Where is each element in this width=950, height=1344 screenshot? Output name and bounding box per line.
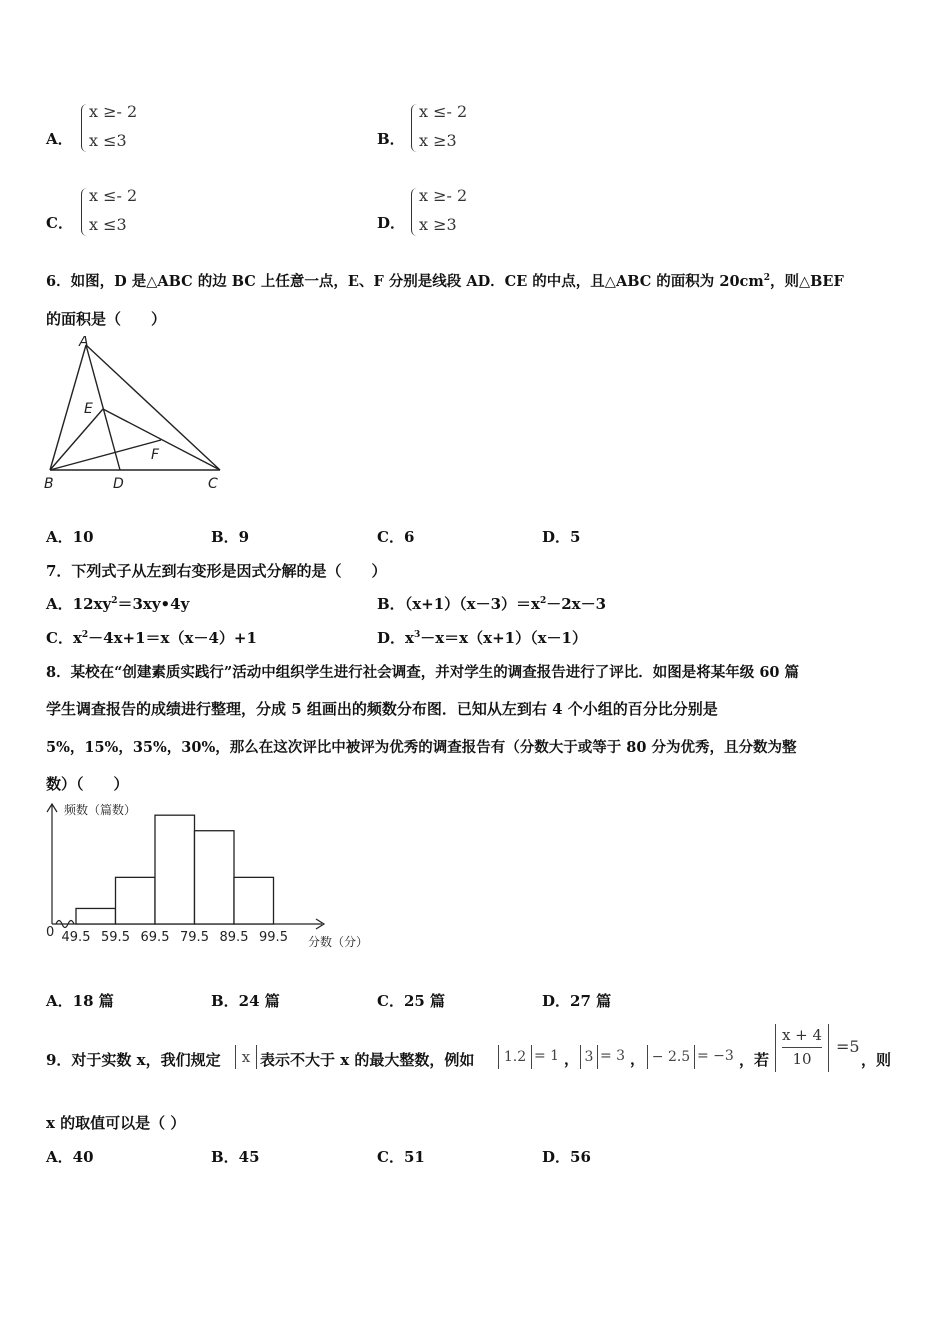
q7-option-d[interactable]: D．$x^3-x=x(x+1)(x-1)$ <box>377 629 587 647</box>
q9-text-part: 9．对于实数 x，我们规定 <box>46 1051 221 1069</box>
y-axis-label: 频数（篇数） <box>64 803 137 817</box>
q6-option-d[interactable]: D．5 <box>542 528 581 546</box>
inequality-line: x ≥3 <box>419 131 457 150</box>
equals-five: =5 <box>836 1037 860 1056</box>
edge-ab <box>50 345 86 470</box>
floor-example-1-result: = 1 <box>534 1048 560 1064</box>
option-label: C． <box>46 214 73 232</box>
option-label: D． <box>377 214 406 232</box>
q9-option-c[interactable]: C．51 <box>377 1148 425 1166</box>
q8-stem-line1: 8．某校在“创建素质实践行”活动中组织学生进行社会调查，并对学生的调查报告进行了评比．如图是将某年级 60 篇 <box>46 664 800 681</box>
segment-ec <box>103 409 220 470</box>
q9-option-d[interactable]: D．56 <box>542 1148 591 1166</box>
histogram-bar <box>195 831 235 924</box>
inequality-line: x ≤3 <box>89 131 127 150</box>
q9-text-part: ，则 <box>861 1051 892 1069</box>
triangle-figure <box>40 336 240 496</box>
inequality-line: x ≤3 <box>89 215 127 234</box>
label-b: B <box>44 476 54 492</box>
q8-option-b[interactable]: B．24 篇 <box>211 992 280 1010</box>
floor-example-2-result: = 3 <box>600 1048 626 1064</box>
label-e: E <box>84 401 93 417</box>
floor-bracket: x <box>235 1045 257 1069</box>
q7-option-c[interactable]: C．$x^2-4x+1=x(x-4)+1$ <box>46 629 257 647</box>
q9-text-part: 表示不大于 x 的最大整数，例如 <box>260 1051 475 1069</box>
x-tick-label: 49.5 <box>61 930 91 945</box>
floor-fraction <box>775 1024 829 1072</box>
origin-label: 0 <box>46 925 55 940</box>
q8-stem-line4: 数）（ ） <box>46 775 129 793</box>
option-label: A． <box>46 130 73 148</box>
histogram-bar <box>76 908 116 924</box>
label-c: C <box>208 476 218 492</box>
floor-example-3-result: = −3 <box>697 1048 734 1064</box>
fraction-denominator: 10 <box>792 1050 812 1068</box>
q7-option-a[interactable]: A．$12xy^2=3xy•4y$ <box>46 595 190 613</box>
floor-example-2: 3 <box>580 1045 598 1069</box>
q7-stem: 7．下列式子从左到右变形是因式分解的是（ ） <box>46 562 387 580</box>
q9-stem-line2: x 的取值可以是（ ） <box>46 1114 186 1132</box>
q6-option-b[interactable]: B．9 <box>211 528 250 546</box>
q6-stem-line2: 的面积是（ ） <box>46 310 167 328</box>
x-tick-label: 59.5 <box>101 930 130 945</box>
option-label: B． <box>377 130 405 148</box>
x-tick-label: 69.5 <box>140 930 170 945</box>
q8-stem-line2: 学生调查报告的成绩进行整理，分成 5 组画出的频数分布图．已知从左到右 4 个小组的百分比分别是 <box>46 700 718 718</box>
q8-option-c[interactable]: C．25 篇 <box>377 992 446 1010</box>
fraction-numerator: x + 4 <box>781 1026 823 1044</box>
segment-be <box>50 409 103 470</box>
x-tick-label: 79.5 <box>180 930 209 945</box>
q8-stem-line3: 5%，15%，35%，30%，那么在这次评比中被评为优秀的调查报告有（分数大于或等于 80 分为优秀，且分数为整 <box>46 739 797 756</box>
histogram-bar <box>234 877 274 924</box>
q9-stem-line1 <box>46 1022 926 1078</box>
inequality-line: x ≥- 2 <box>89 102 138 121</box>
fraction-bar <box>782 1047 822 1048</box>
comma: ， <box>564 1050 580 1068</box>
segment-bf <box>50 440 161 470</box>
x-axis-label: 分数（分） <box>308 935 369 949</box>
q9-option-a[interactable]: A．40 <box>46 1148 94 1166</box>
q8-option-a[interactable]: A．18 篇 <box>46 992 114 1010</box>
q8-option-d[interactable]: D．27 篇 <box>542 992 612 1010</box>
inequality-line: x ≤- 2 <box>419 102 468 121</box>
label-a: A <box>79 336 89 350</box>
comma: ， <box>630 1050 646 1068</box>
frequency-histogram <box>40 798 380 958</box>
floor-example-3: − 2.5 <box>647 1045 695 1069</box>
label-f: F <box>151 447 160 463</box>
q6-stem-line1: 6．如图，D 是△ABC 的边 BC 上任意一点，E、F 分别是线段 AD．CE 的中点，且△ABC 的面积为 $20cm^2$，则△BEF <box>46 273 844 290</box>
q6-option-c[interactable]: C．6 <box>377 528 415 546</box>
q9-option-b[interactable]: B．45 <box>211 1148 260 1166</box>
floor-example-1: 1.2 <box>498 1045 532 1069</box>
inequality-line: x ≥3 <box>419 215 457 234</box>
x-tick-label: 99.5 <box>259 930 288 945</box>
label-d: D <box>113 476 124 492</box>
inequality-line: x ≤- 2 <box>89 186 138 205</box>
q6-option-a[interactable]: A．10 <box>46 528 94 546</box>
q7-option-b[interactable]: B．$(x+1)(x-3)=x^2-2x-3$ <box>377 595 607 613</box>
x-tick-label: 89.5 <box>219 930 249 945</box>
histogram-bar <box>116 877 156 924</box>
inequality-line: x ≥- 2 <box>419 186 468 205</box>
histogram-bar <box>155 815 195 924</box>
q9-text-part: ，若 <box>739 1051 770 1069</box>
